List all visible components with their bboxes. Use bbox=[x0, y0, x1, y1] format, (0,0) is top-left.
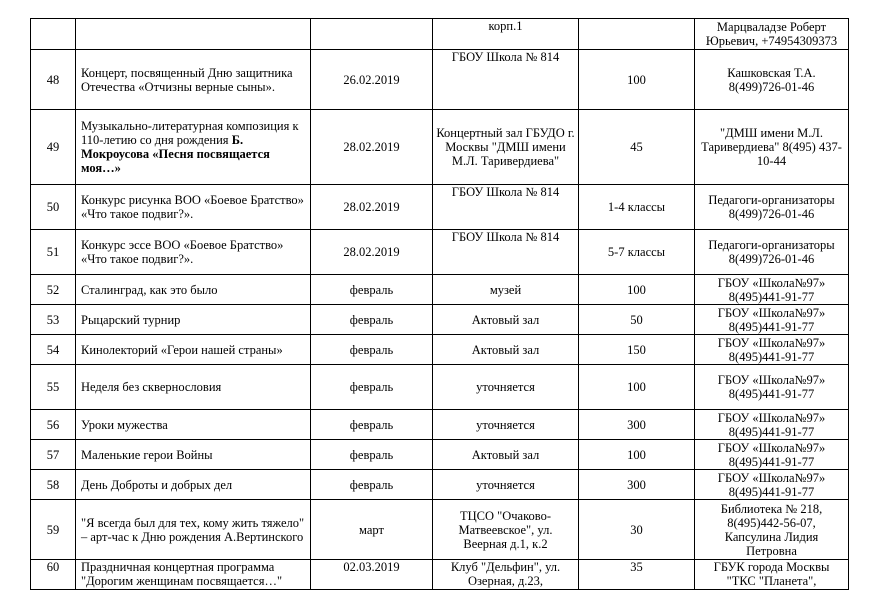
event-date-cell: февраль bbox=[311, 365, 433, 410]
participants-cell: 100 bbox=[579, 440, 695, 470]
participants-cell: 100 bbox=[579, 50, 695, 110]
event-place-cell: Актовый зал bbox=[433, 335, 579, 365]
event-name-cell: Рыцарский турнир bbox=[76, 305, 311, 335]
table-row bbox=[31, 185, 849, 230]
event-name-cell: День Доброты и добрых дел bbox=[76, 470, 311, 500]
document-page bbox=[30, 18, 849, 590]
event-place-cell: корп.1 bbox=[433, 19, 579, 50]
event-place-cell: Концертный зал ГБУДО г. Москвы "ДМШ имени М.Л. Таривердиева" bbox=[433, 110, 579, 185]
contact-cell: ГБОУ «Школа№97» 8(495)441-91-77 bbox=[695, 410, 849, 440]
participants-cell: 300 bbox=[579, 410, 695, 440]
events-table-body bbox=[31, 19, 849, 590]
contact-cell: ГБОУ «Школа№97» 8(495)441-91-77 bbox=[695, 335, 849, 365]
row-number-cell: 55 bbox=[31, 365, 76, 410]
event-place-cell: ГБОУ Школа № 814 bbox=[433, 230, 579, 275]
row-number-cell: 48 bbox=[31, 50, 76, 110]
contact-cell: Кашковская Т.А. 8(499)726-01-46 bbox=[695, 50, 849, 110]
events-table bbox=[30, 18, 849, 590]
table-row bbox=[31, 410, 849, 440]
participants-cell: 1-4 классы bbox=[579, 185, 695, 230]
event-name-cell bbox=[76, 19, 311, 50]
event-name-cell: Маленькие герои Войны bbox=[76, 440, 311, 470]
table-row bbox=[31, 305, 849, 335]
event-name-cell: "Я всегда был для тех, кому жить тяжело" – арт-час к Дню рождения А.Вертинского bbox=[76, 500, 311, 560]
event-name-cell: Кинолекторий «Герои нашей страны» bbox=[76, 335, 311, 365]
event-date-cell: февраль bbox=[311, 440, 433, 470]
table-row bbox=[31, 230, 849, 275]
contact-cell: ГБОУ «Школа№97» 8(495)441-91-77 bbox=[695, 440, 849, 470]
event-place-cell: ТЦСО "Очаково-Матвеевское", ул. Веерная д.1, к.2 bbox=[433, 500, 579, 560]
event-place-cell: уточняется bbox=[433, 410, 579, 440]
participants-cell: 100 bbox=[579, 365, 695, 410]
participants-cell: 150 bbox=[579, 335, 695, 365]
event-place-cell: ГБОУ Школа № 814 bbox=[433, 50, 579, 110]
contact-cell: ГБУК города Москвы "ТКС "Планета", bbox=[695, 560, 849, 590]
contact-cell: Педагоги-организаторы 8(499)726-01-46 bbox=[695, 185, 849, 230]
table-row bbox=[31, 440, 849, 470]
row-number-cell: 52 bbox=[31, 275, 76, 305]
row-number-cell: 49 bbox=[31, 110, 76, 185]
participants-cell: 50 bbox=[579, 305, 695, 335]
row-number-cell: 50 bbox=[31, 185, 76, 230]
participants-cell: 30 bbox=[579, 500, 695, 560]
participants-cell: 5-7 классы bbox=[579, 230, 695, 275]
event-date-cell: 28.02.2019 bbox=[311, 185, 433, 230]
row-number-cell: 56 bbox=[31, 410, 76, 440]
contact-cell: Педагоги-организаторы 8(499)726-01-46 bbox=[695, 230, 849, 275]
event-place-cell: уточняется bbox=[433, 365, 579, 410]
participants-cell bbox=[579, 19, 695, 50]
row-number-cell: 53 bbox=[31, 305, 76, 335]
event-date-cell: февраль bbox=[311, 410, 433, 440]
row-number-cell: 54 bbox=[31, 335, 76, 365]
row-number-cell: 51 bbox=[31, 230, 76, 275]
event-date-cell: 28.02.2019 bbox=[311, 110, 433, 185]
event-name-cell: Сталинград, как это было bbox=[76, 275, 311, 305]
contact-cell: ГБОУ «Школа№97» 8(495)441-91-77 bbox=[695, 365, 849, 410]
event-date-cell: февраль bbox=[311, 470, 433, 500]
table-row bbox=[31, 50, 849, 110]
event-name-cell: Конкурс эссе ВОО «Боевое Братство» «Что такое подвиг?». bbox=[76, 230, 311, 275]
table-row bbox=[31, 275, 849, 305]
event-date-cell: март bbox=[311, 500, 433, 560]
event-place-cell: ГБОУ Школа № 814 bbox=[433, 185, 579, 230]
participants-cell: 45 bbox=[579, 110, 695, 185]
event-date-cell: 26.02.2019 bbox=[311, 50, 433, 110]
table-row bbox=[31, 560, 849, 590]
event-date-cell: февраль bbox=[311, 305, 433, 335]
event-name-cell: Праздничная концертная программа "Дорогим женщинам посвящается…" bbox=[76, 560, 311, 590]
row-number-cell: 60 bbox=[31, 560, 76, 590]
event-date-cell: 02.03.2019 bbox=[311, 560, 433, 590]
event-date-cell: февраль bbox=[311, 275, 433, 305]
contact-cell: ГБОУ «Школа№97» 8(495)441-91-77 bbox=[695, 305, 849, 335]
event-date-cell: 28.02.2019 bbox=[311, 230, 433, 275]
contact-cell: "ДМШ имени М.Л. Таривердиева" 8(495) 437-10-44 bbox=[695, 110, 849, 185]
contact-cell: Марцвaладзе Роберт Юрьевич, +74954309373 bbox=[695, 19, 849, 50]
participants-cell: 300 bbox=[579, 470, 695, 500]
contact-cell: Библиотека № 218, 8(495)442-56-07, Капсулина Лидия Петровна bbox=[695, 500, 849, 560]
event-name-cell bbox=[76, 110, 311, 185]
event-place-cell: Клуб "Дельфин", ул. Озерная, д.23, bbox=[433, 560, 579, 590]
participants-cell: 100 bbox=[579, 275, 695, 305]
row-number-cell: 58 bbox=[31, 470, 76, 500]
event-place-cell: Актовый зал bbox=[433, 305, 579, 335]
row-number-cell bbox=[31, 19, 76, 50]
event-date-cell bbox=[311, 19, 433, 50]
table-row bbox=[31, 110, 849, 185]
event-date-cell: февраль bbox=[311, 335, 433, 365]
row-number-cell: 59 bbox=[31, 500, 76, 560]
event-name-cell: Конкурс рисунка ВОО «Боевое Братство» «Что такое подвиг?». bbox=[76, 185, 311, 230]
table-row bbox=[31, 19, 849, 50]
event-name-bold-text: Б. Мокроусова «Песня посвящается моя…» bbox=[81, 133, 270, 175]
contact-cell: ГБОУ «Школа№97» 8(495)441-91-77 bbox=[695, 275, 849, 305]
event-name-cell: Уроки мужества bbox=[76, 410, 311, 440]
table-row bbox=[31, 335, 849, 365]
event-place-cell: уточняется bbox=[433, 470, 579, 500]
event-place-cell: Актовый зал bbox=[433, 440, 579, 470]
contact-cell: ГБОУ «Школа№97» 8(495)441-91-77 bbox=[695, 470, 849, 500]
event-place-cell: музей bbox=[433, 275, 579, 305]
table-row bbox=[31, 500, 849, 560]
event-name-text: Музыкально-литературная композиция к 110-летию со дня рождения bbox=[81, 119, 299, 147]
event-name-cell: Концерт, посвященный Дню защитника Отечества «Отчизны верные сыны». bbox=[76, 50, 311, 110]
table-row bbox=[31, 365, 849, 410]
event-name-cell: Неделя без сквернословия bbox=[76, 365, 311, 410]
table-row bbox=[31, 470, 849, 500]
participants-cell: 35 bbox=[579, 560, 695, 590]
row-number-cell: 57 bbox=[31, 440, 76, 470]
